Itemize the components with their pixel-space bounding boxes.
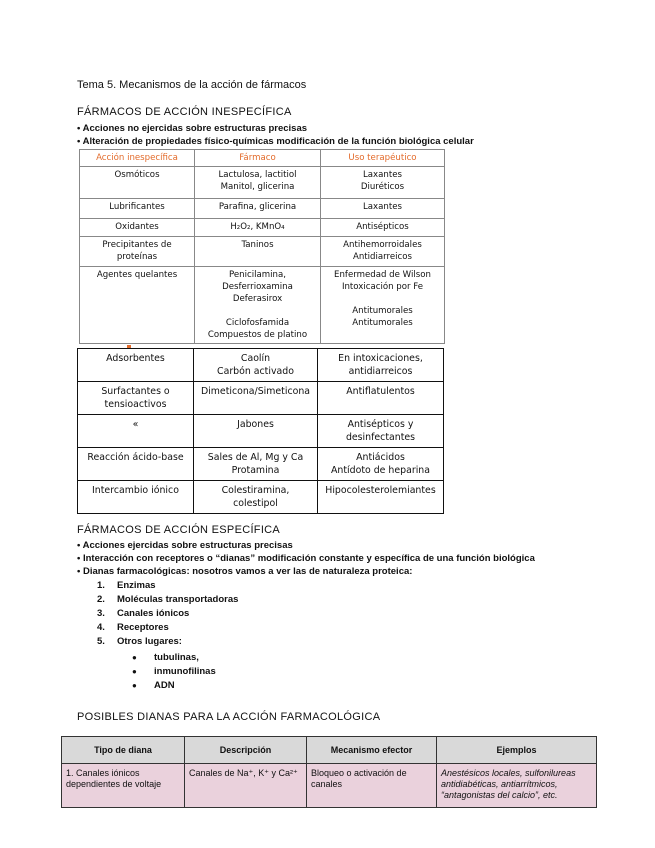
table-row — [78, 415, 444, 448]
cell-uso: En intoxicaciones, antidiarreicos — [318, 349, 444, 382]
sub-list — [132, 651, 216, 693]
column-header: Uso terapéutico — [321, 150, 445, 167]
cell-accion: Adsorbentes — [78, 349, 194, 382]
column-header: Mecanismo efector — [307, 737, 437, 764]
cell-uso: Laxantes — [321, 199, 445, 219]
cell-farmaco: Colestiramina, colestipol — [194, 481, 318, 514]
column-header: Ejemplos — [437, 737, 597, 764]
cell-mecanismo: Bloqueo o activación de canales — [307, 764, 437, 808]
table-row — [80, 237, 445, 267]
list-item: 3. Canales iónicos — [97, 608, 190, 619]
cell-farmaco: H₂O₂, KMnO₄ — [195, 219, 321, 237]
table-inespecifica-part2 — [77, 348, 444, 514]
cell-tipo: 1. Canales iónicos dependientes de voltaje — [62, 764, 185, 808]
cell-accion: Oxidantes — [80, 219, 195, 237]
column-header: Fármaco — [195, 150, 321, 167]
document-title: Tema 5. Mecanismos de la acción de fármacos — [77, 79, 307, 91]
cell-farmaco: Taninos — [195, 237, 321, 267]
bullet-item: • Dianas farmacológicas: nosotros vamos a ver las de naturaleza proteica: — [77, 566, 413, 577]
cell-farmaco: Parafina, glicerina — [195, 199, 321, 219]
cell-uso: Antisépticos — [321, 219, 445, 237]
sub-list-item: ● tubulinas, — [132, 652, 199, 663]
bullet-list-especifica — [77, 539, 535, 578]
cell-accion: Osmóticos — [80, 167, 195, 199]
bullet-item: • Interacción con receptores o “dianas” modificación constante y específica de una función biológica — [77, 553, 535, 564]
table-inespecifica-part1 — [79, 149, 445, 344]
bullet-item: • Acciones ejercidas sobre estructuras precisas — [77, 540, 293, 551]
bullet-item: • Alteración de propiedades físico-químicas modificación de la función biológica celular — [77, 136, 474, 147]
table-row — [78, 382, 444, 415]
table-row — [80, 167, 445, 199]
cell-uso: Antiácidos Antídoto de heparina — [318, 448, 444, 481]
cell-uso: Enfermedad de Wilson Intoxicación por Fe Antitumorales Antitumorales — [321, 267, 445, 344]
cell-uso: Antihemorroidales Antidiarreicos — [321, 237, 445, 267]
cell-accion: Reacción ácido-base — [78, 448, 194, 481]
table-header-row — [62, 737, 597, 764]
sub-list-item: ● ADN — [132, 680, 175, 691]
bullet-dot-icon: ● — [132, 653, 137, 662]
section-heading-inespecifica: FÁRMACOS DE ACCIÓN INESPECÍFICA — [77, 106, 292, 118]
section-heading-dianas: POSIBLES DIANAS PARA LA ACCIÓN FARMACOLÓGICA — [77, 711, 381, 723]
table-row — [78, 481, 444, 514]
cell-farmaco: Sales de Al, Mg y Ca Protamina — [194, 448, 318, 481]
cell-uso: Laxantes Diuréticos — [321, 167, 445, 199]
column-header: Acción inespecífica — [80, 150, 195, 167]
sub-list-item: ● inmunofilinas — [132, 666, 216, 677]
section-heading-especifica: FÁRMACOS DE ACCIÓN ESPECÍFICA — [77, 524, 281, 536]
table-row — [80, 267, 445, 344]
cell-uso: Antiflatulentos — [318, 382, 444, 415]
table-row — [62, 764, 597, 808]
table-header-row — [80, 150, 445, 167]
cell-farmaco: Jabones — [194, 415, 318, 448]
table-row — [78, 448, 444, 481]
cell-farmaco: Caolín Carbón activado — [194, 349, 318, 382]
cell-descripcion: Canales de Na⁺, K⁺ y Ca²⁺ — [185, 764, 307, 808]
table-row — [78, 349, 444, 382]
cell-ejemplos: Anestésicos locales, sulfonilureas antidiabéticas, antiarrítmicos, “antagonistas del calcio”, etc. — [437, 764, 597, 808]
bullet-item: • Acciones no ejercidas sobre estructuras precisas — [77, 123, 308, 134]
cell-farmaco: Penicilamina, Desferrioxamina Deferasirox Ciclofosfamida Compuestos de platino — [195, 267, 321, 344]
cell-accion: Agentes quelantes — [80, 267, 195, 344]
cell-farmaco: Lactulosa, lactitiol Manitol, glicerina — [195, 167, 321, 199]
cell-uso: Hipocolesterolemiantes — [318, 481, 444, 514]
cell-accion: Surfactantes o tensioactivos — [78, 382, 194, 415]
cell-accion: Intercambio iónico — [78, 481, 194, 514]
cell-accion: Lubrificantes — [80, 199, 195, 219]
list-item: 1. Enzimas — [97, 580, 156, 591]
bullet-list-inespecifica — [77, 122, 474, 148]
bullet-dot-icon: ● — [132, 681, 137, 690]
cell-accion: Precipitantes de proteínas — [80, 237, 195, 267]
numbered-list — [97, 579, 238, 649]
list-item: 2. Moléculas transportadoras — [97, 594, 239, 605]
table-row — [80, 199, 445, 219]
cell-uso: Antisépticos y desinfectantes — [318, 415, 444, 448]
bullet-dot-icon: ● — [132, 667, 137, 676]
column-header: Tipo de diana — [62, 737, 185, 764]
table-dianas — [61, 736, 597, 808]
cell-accion: « — [78, 415, 194, 448]
table-row — [80, 219, 445, 237]
list-item: 5. Otros lugares: — [97, 636, 182, 647]
column-header: Descripción — [185, 737, 307, 764]
list-item: 4. Receptores — [97, 622, 169, 633]
cell-farmaco: Dimeticona/Simeticona — [194, 382, 318, 415]
